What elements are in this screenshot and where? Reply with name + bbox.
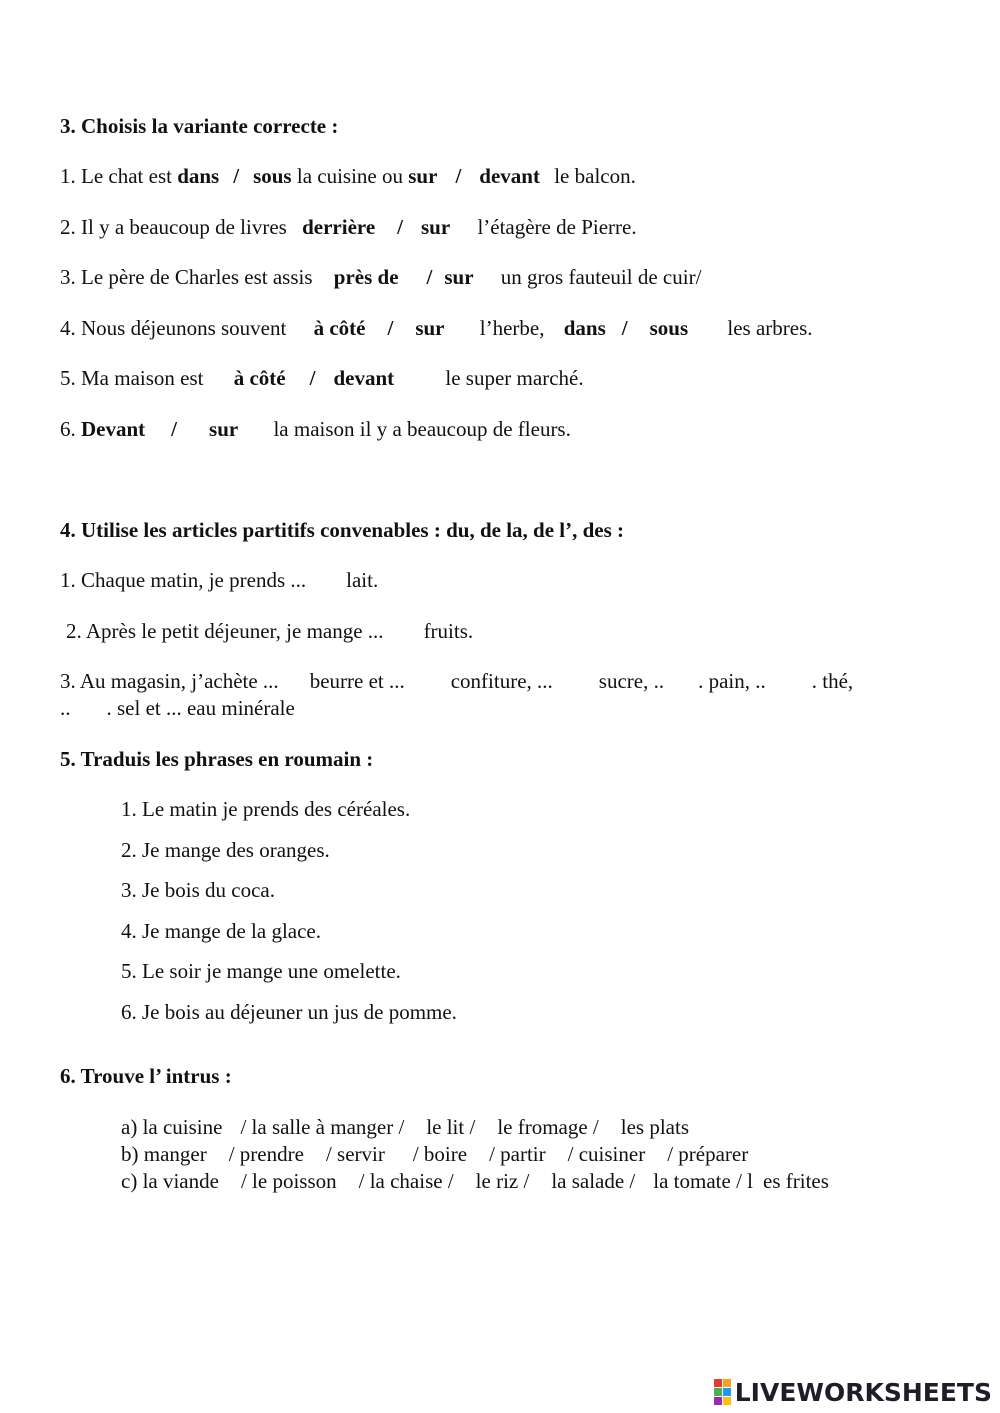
option: à côté	[313, 316, 366, 340]
ex5-item-6: 6. Je bois au déjeuner un jus de pomme.	[121, 1000, 457, 1024]
option: à côté	[233, 366, 286, 390]
exercise-3-title: 3. Choisis la variante correcte :	[60, 114, 339, 138]
ex3-sentence-1: 1. Le chat est dans / sous la cuisine ou sur / devant le balcon.	[60, 164, 636, 188]
ex3-sentence-5: 5. Ma maison est à côté / devant le super marché.	[60, 366, 584, 390]
option: sous	[253, 164, 292, 188]
ex4-sentence-2: 2. Après le petit déjeuner, je mange ... fruits.	[66, 619, 474, 643]
ex4-sentence-3-cont: .. . sel et ... eau minérale	[60, 696, 295, 720]
option: près de	[333, 265, 399, 289]
ex5-item-2: 2. Je mange des oranges.	[121, 838, 330, 862]
ex3-sentence-6: 6. Devant / sur la maison il y a beaucoup de fleurs.	[60, 417, 571, 441]
exercise-4-title: 4. Utilise les articles partitifs convenables : du, de la, de l’, des :	[60, 518, 625, 542]
liveworksheets-wordmark: LIVEWORKSHEETS	[734, 1377, 992, 1407]
logo-square	[714, 1388, 722, 1396]
exercise-6-title: 6. Trouve l’ intrus :	[60, 1064, 232, 1088]
option: sur	[421, 215, 451, 239]
option: devant	[333, 366, 395, 390]
ex5-item-5: 5. Le soir je mange une omelette.	[121, 959, 401, 983]
ex6-row-b: b) manger / prendre / servir / boire / partir / cuisiner / préparer	[121, 1142, 749, 1166]
ex4-sentence-3: 3. Au magasin, j’achète ... beurre et ... confiture, ... sucre, .. . pain, .. . thé,	[60, 669, 854, 693]
exercise-5-title: 5. Traduis les phrases en roumain :	[60, 747, 374, 771]
ex6-row-a: a) la cuisine / la salle à manger / le lit / le fromage / les plats	[121, 1115, 690, 1139]
option: dans	[177, 164, 220, 188]
ex3-sentence-4: 4. Nous déjeunons souvent à côté / sur l’herbe, dans / sous les arbres.	[60, 316, 813, 340]
liveworksheets-brand	[714, 1379, 992, 1405]
option: sous	[649, 316, 689, 340]
ex4-sentence-1: 1. Chaque matin, je prends ... lait.	[60, 568, 379, 592]
option: derrière	[302, 215, 376, 239]
ex5-item-4: 4. Je mange de la glace.	[121, 919, 321, 943]
logo-square	[723, 1379, 731, 1387]
ex5-item-3: 3. Je bois du coca.	[121, 878, 275, 902]
option: sur	[209, 417, 239, 441]
ex6-row-c: c) la viande / le poisson / la chaise / le riz / la salade / la tomate / l es frites	[121, 1169, 829, 1193]
option: sur	[415, 316, 445, 340]
liveworksheets-logo-icon	[714, 1379, 731, 1405]
option: sur	[408, 164, 438, 188]
option: dans	[563, 316, 606, 340]
logo-square	[714, 1397, 722, 1405]
logo-square	[723, 1388, 731, 1396]
logo-square	[723, 1397, 731, 1405]
option: Devant	[81, 417, 146, 441]
ex3-sentence-3: 3. Le père de Charles est assis près de / sur un gros fauteuil de cuir/	[60, 265, 702, 289]
option: devant	[479, 164, 540, 188]
ex3-sentence-2: 2. Il y a beaucoup de livres derrière / sur l’étagère de Pierre.	[60, 215, 637, 239]
logo-square	[714, 1379, 722, 1387]
option: sur	[444, 265, 474, 289]
ex5-item-1: 1. Le matin je prends des céréales.	[121, 797, 411, 821]
